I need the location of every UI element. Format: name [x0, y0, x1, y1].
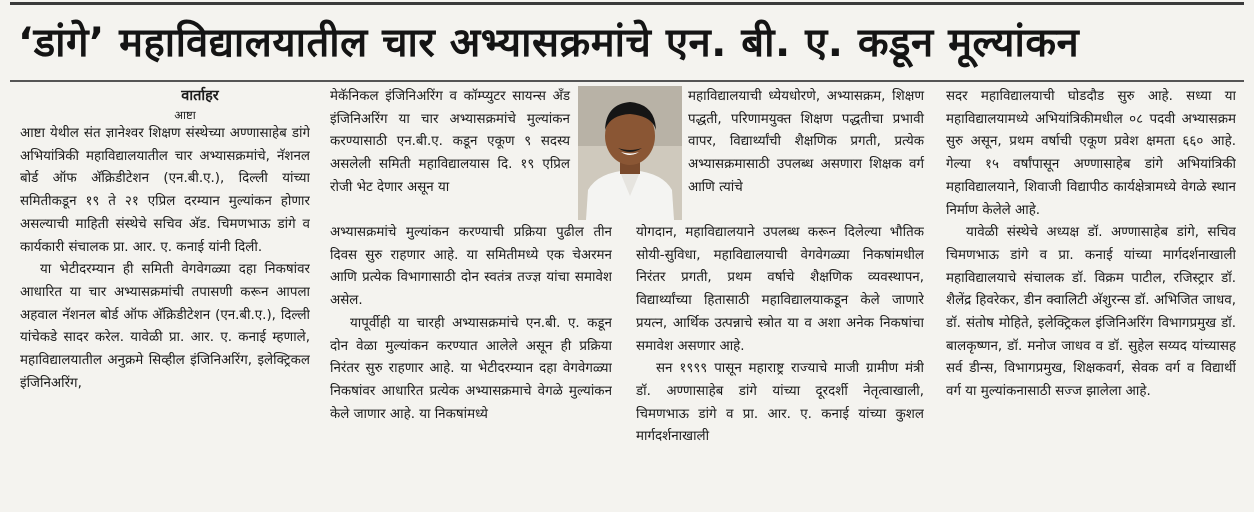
headline-rule	[10, 80, 1244, 82]
paragraph: अभ्यासक्रमांचे मुल्यांकन करण्याची प्रक्रिया पुढील तीन दिवस सुरु राहणार आहे. या समितीमध्ये एक चेअरमन आणि प्रत्येक विभागासाठी दोन स्वतंत्र तज्ज्ञ यांचा समावेश असेल.	[330, 225, 612, 309]
paragraph: यावेळी संस्थेचे अध्यक्ष डॉ. अण्णासाहेब डांगे, सचिव चिमणभाऊ डांगे व प्रा. कनाई यांच्या मार्गदर्शनाखाली महाविद्यालयाचे संचालक डॉ. विक्रम पाटील, रजिस्ट्रार डॉ. शैलेंद्र हिवरेकर, डीन क्वालिटी अ‍ॅशुरन्स डॉ. अभिजित जाधव, डॉ. संतोष मोहिते, इलेक्ट्रिकल इंजिनिअरिंग विभागप्रमुख डॉ. बालकृष्णन, डॉ. मनोज जाधव व डॉ. सुहेल सय्यद यांच्यासह सर्व डीन्स, विभागप्रमुख, शिक्षकवर्ग, सेवक वर्ग व विद्यार्थी वर्ग या मुल्यांकनासाठी सज्ज झालेला आहे.	[946, 225, 1236, 400]
paragraph: सन १९९९ पासून महाराष्ट्र राज्याचे माजी ग्रामीण मंत्री डॉ. अण्णासाहेब डांगे यांच्या दूरदर्शी नेतृत्वाखाली, चिमणभाऊ डांगे व प्रा. आर. ए. कनाई यांच्या कुशल मार्गदर्शनाखाली	[636, 361, 924, 445]
portrait-photo	[578, 86, 682, 220]
paragraph: महाविद्यालयाची ध्येयधोरणे, अभ्यासक्रम, शिक्षण पद्धती, परिणामयुक्त शिक्षण पद्धतीचा प्रभावी वापर, विद्यार्थ्यांची शैक्षणिक प्रगती, प्रत्येक अभ्यासक्रमासाठी उपलब्ध असणारा शिक्षक वर्ग आणि त्यांचे	[688, 89, 924, 195]
dateline: आष्टा	[174, 108, 196, 122]
article-column-3-top	[688, 86, 924, 200]
article-column-3-bottom	[636, 222, 924, 504]
article-column-1	[20, 86, 310, 504]
paragraph: या भेटीदरम्यान ही समिती वेगवेगळ्या दहा निकषांवर आधारित या चार अभ्यासक्रमांची तपासणी करून आपला अहवाल नॅशनल बोर्ड ऑफ अ‍ॅक्रिडीटेशन (एन.बी.ए.), दिल्ली यांचेकडे सादर करेल. यावेळी प्रा. आर. ए. कनाई म्हणाले, महाविद्यालयातील अनुक्रमे सिव्हील इंजिनिअरिंग, इलेक्ट्रिकल इंजिनिअरिंग,	[20, 262, 310, 391]
article-column-4	[946, 86, 1236, 504]
byline: वार्ताहर	[181, 88, 219, 104]
paragraph: आष्टा येथील संत ज्ञानेश्वर शिक्षण संस्थेच्या अण्णासाहेब डांगे अभियांत्रिकी महाविद्यालयातील चार अभ्यासक्रमांचे, नॅशनल बोर्ड ऑफ अ‍ॅक्रिडीटेशन (एन.बी.ए.), दिल्ली यांच्या समितीकडून १९ ते २१ एप्रिल दरम्यान मुल्यांकन होणार असल्याची माहिती संस्थेचे सचिव अ‍ॅड. चिमणभाऊ डांगे व कार्यकारी संचालक प्रा. आर. ए. कनाई यांनी दिली.	[20, 126, 310, 255]
article-column-2-top	[330, 86, 570, 200]
top-rule	[10, 2, 1244, 5]
article-column-2-bottom	[330, 222, 612, 504]
paragraph: योगदान, महाविद्यालयाने उपलब्ध करून दिलेल्या भौतिक सोयी-सुविधा, महाविद्यालयाची वेगवेगळ्या निकषांमधील निरंतर प्रगती, प्रथम वर्षाचे शैक्षणिक व्यवस्थापन, विद्यार्थ्यांच्या हितासाठी महाविद्यालयाकडून केले जाणारे प्रयत्न, आर्थिक उत्पन्नाचे स्त्रोत या व अशा अनेक निकषांचा समावेश असणार आहे.	[636, 225, 924, 354]
paragraph: सदर महाविद्यालयाची घोडदौड सुरु आहे. सध्या या महाविद्यालयामध्ये अभियांत्रिकीमधील ०८ पदवी अभ्यासक्रम सुरु असून, प्रथम वर्षाची एकूण प्रवेश क्षमता ६६० आहे. गेल्या १५ वर्षांपासून अण्णासाहेब डांगे अभियांत्रिकी महाविद्यालयाने, शिवाजी विद्यापीठ कार्यक्षेत्रामध्ये वेगळे स्थान निर्माण केलेले आहे.	[946, 89, 1236, 218]
headline: ‘डांगे’ महाविद्यालयातील चार अभ्यासक्रमांचे एन. बी. ए. कडून मूल्यांकन	[18, 20, 1080, 66]
paragraph: मेकॅनिकल इंजिनिअरिंग व कॉम्प्युटर सायन्स अँड इंजिनिअरिंग या चार अभ्यासक्रमांचे मुल्यांकन करण्यासाठी एन.बी.ए. कडून एकूण ९ सदस्य असलेली समिती महाविद्यालयास दि. १९ एप्रिल रोजी भेट देणार असून या	[330, 89, 570, 195]
paragraph: यापूर्वीही या चारही अभ्यासक्रमांचे एन.बी. ए. कडून दोन वेळा मुल्यांकन करण्यात आलेले असून ही प्रक्रिया निरंतर सुरु राहणार आहे. या भेटीदरम्यान दहा वेगवेगळ्या निकषांवर आधारित प्रत्येक अभ्यासक्रमाचे वेगळे मुल्यांकन केले जाणार आहे. या निकषांमध्ये	[330, 315, 612, 422]
